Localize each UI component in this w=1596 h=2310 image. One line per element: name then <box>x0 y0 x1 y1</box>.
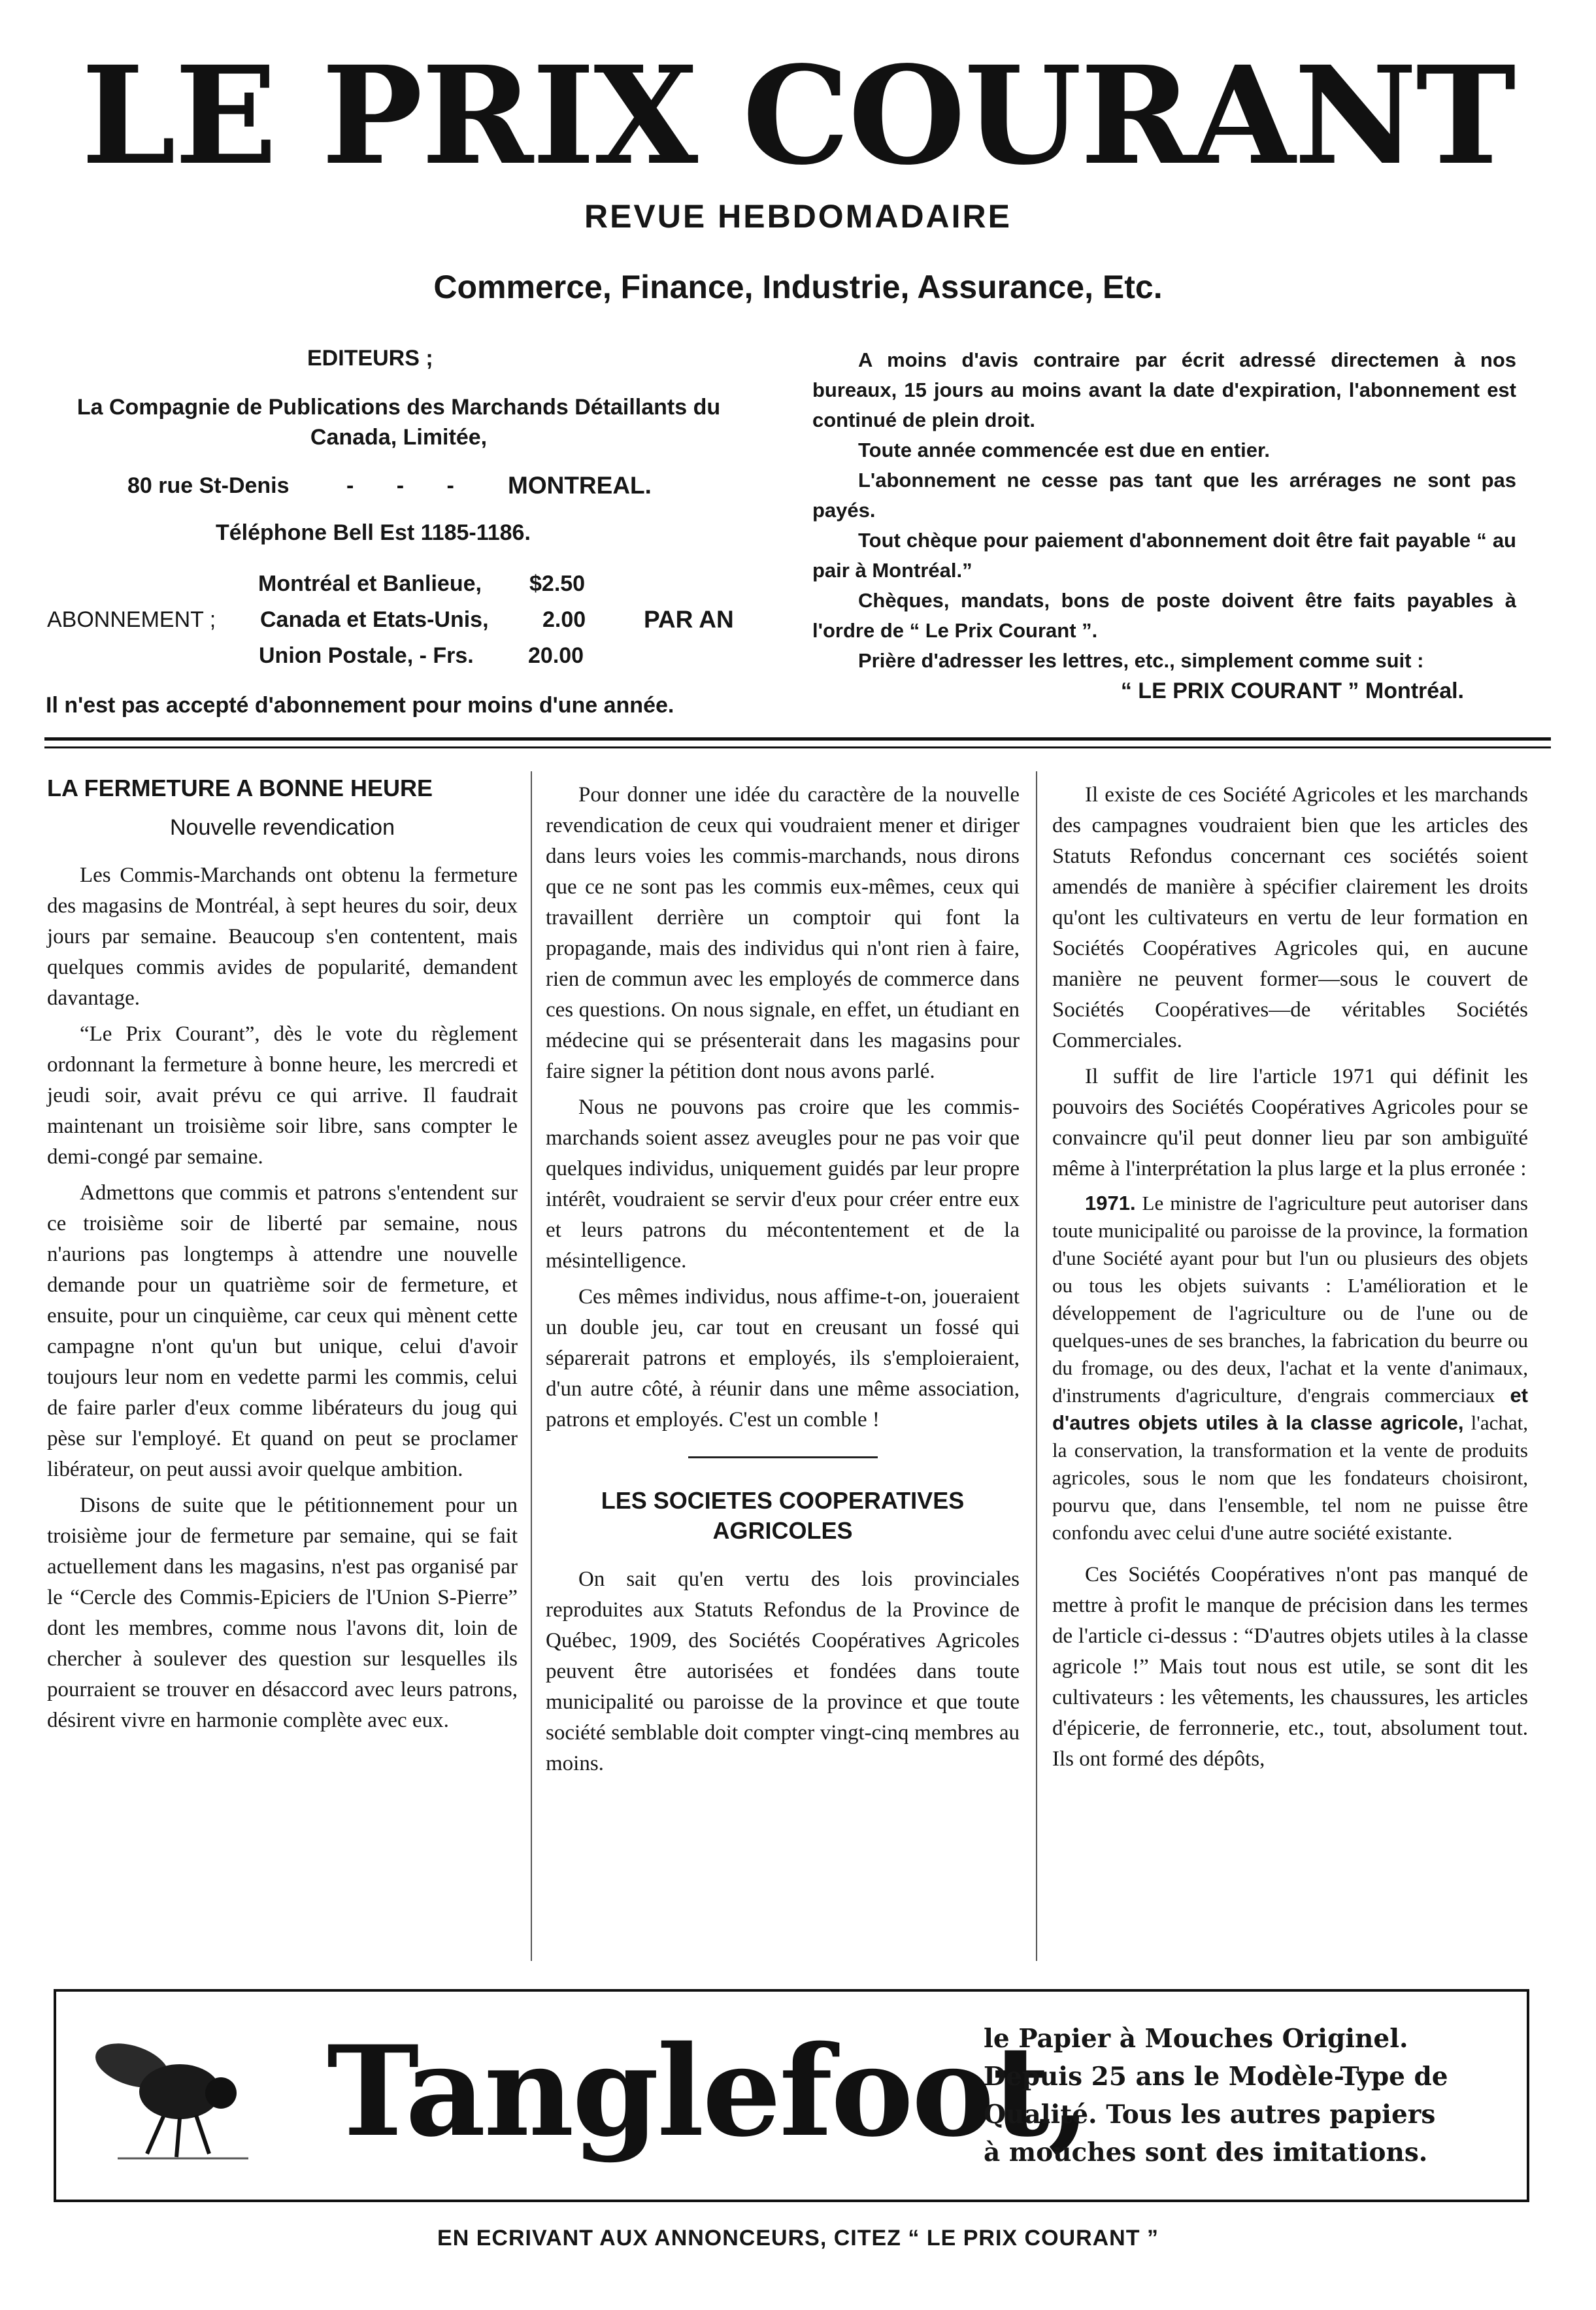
tanglefoot-logo: Tanglefoot, <box>327 2018 1089 2164</box>
article-paragraph: Ces Sociétés Coopératives n'ont pas manqué de mettre à profit le manque de précision dans les termes de l'article ci-dessus : “D'autres objets utiles à la classe agricole !” Mais tout nous est utile, se sont dit les cultivateurs : les vêtements, les chaussures, les articles d'épicerie, de ferronnerie, etc., tout, absolument tout. Ils ont formé des dépôts, <box>1052 1563 1528 1771</box>
article-subtitle: Nouvelle revendication <box>170 815 395 840</box>
article-paragraph: Il suffit de lire l'article 1971 qui définit les pouvoirs des Sociétés Coopératives Agricoles pour se convaincre qu'il peut donner lieu par son ambiguïté même à l'interprétation la plus large et la plus erronée : <box>1052 1065 1528 1180</box>
fly-icon <box>91 2020 255 2177</box>
subscription-label: ABONNEMENT ; <box>47 607 216 632</box>
subscription-per-year: PAR AN <box>644 606 734 633</box>
law-quotation <box>1052 1190 1528 1547</box>
publisher-company-line1: La Compagnie de Publications des Marchands Détaillants du <box>76 395 721 420</box>
article-paragraph: Les Commis-Marchands ont obtenu la fermeture des magasins de Montréal, à sept heures du soir, deux jours par semaine. Beaucoup s'en contentent, mais quelques commis avides de popularité, demandent davantage. <box>47 863 518 1010</box>
terms-signature: “ LE PRIX COURANT ” Montréal. <box>1120 678 1464 703</box>
column-divider <box>1036 771 1037 1961</box>
law-text: Le ministre de l'agriculture peut autoriser dans toute municipalité ou paroisse de la province, la formation d'une Société ayant pour but l'un ou plusieurs des objets ou tous les objets suivants : L'amélioration et le développement de l'agriculture ou de l'une ou de quelques-unes de ses branches, la fabrication du beurre ou du fromage, ou des deux, l'achat et la vente d'animaux, d'instruments d'agriculture, d'engrais commerciaux <box>1052 1192 1528 1407</box>
subscription-price: 20.00 <box>528 643 584 668</box>
terms-paragraph: Chèques, mandats, bons de poste doivent être faits payables à l'ordre de “ Le Prix Courant ”. <box>812 589 1516 642</box>
header-divider-thin <box>44 746 1551 748</box>
advertisement-line: à mouches sont des imitations. <box>984 2137 1428 2168</box>
publisher-company-line2: Canada, Limitée, <box>310 425 488 450</box>
section-divider <box>688 1456 878 1458</box>
article-paragraph: Admettons que commis et patrons s'entendent sur ce troisième soir de liberté par semaine, nous n'aurions pas longtemps à attendre une nouvelle demande pour un quatrième soir de fermeture, et ensuite, pour un cinquième, car ceux qui mènent cette campagne n'ont qu'un but unique, celui d'avoir toujours leur nom en vedette parmi les commis, celui de faire parler d'eux comme libérateurs du joug qui pèse sur l'employé. Et quand on peut se proclamer libérateur, on peut aussi avoir quelque ambition. <box>47 1181 518 1481</box>
publisher-city: MONTREAL. <box>508 472 652 499</box>
article-paragraph: Ces mêmes individus, nous affime-t-on, joueraient un double jeu, car tout en creusant un fossé qui séparerait patrons et employés, ils s'emploieraient, d'un autre côté, à réunir dans une même association, patrons et employés. C'est un comble ! <box>546 1285 1020 1431</box>
subscription-place: Union Postale, - Frs. <box>259 643 474 668</box>
subscription-note: Il n'est pas accepté d'abonnement pour moins d'une année. <box>46 693 674 718</box>
article-title: LA FERMETURE A BONNE HEURE <box>47 775 433 801</box>
footer-notice: EN ECRIVANT AUX ANNONCEURS, CITEZ “ LE PRIX COURANT ” <box>437 2226 1159 2251</box>
terms-paragraph: Toute année commencée est due en entier. <box>858 439 1270 461</box>
advertisement-line: Qualité. Tous les autres papiers <box>984 2100 1436 2130</box>
column-divider <box>531 771 532 1961</box>
article-column-2 <box>546 780 1020 1784</box>
subscription-price: $2.50 <box>529 571 586 596</box>
masthead-subtitle: REVUE HEBDOMADAIRE <box>584 198 1012 235</box>
subscription-terms <box>812 345 1516 706</box>
article-paragraph: Disons de suite que le pétitionnement pour un troisième jour de fermeture par semaine, qui se fait actuellement dans les magasins, n'est pas organisé par le “Cercle des Commis-Epiciers de l'Union S-Pierre” dont les membres, comme nous l'avons dit, loin de chercher à soulever des question sur lesquelles ils pourraient se trouver en désaccord avec leurs patrons, désirent vivre en harmonie complète avec eux. <box>47 1494 518 1732</box>
masthead-tagline: Commerce, Finance, Industrie, Assurance, Etc. <box>433 269 1163 305</box>
advertisement-line: le Papier à Mouches Originel. <box>984 2024 1408 2054</box>
terms-paragraph: Prière d'adresser les lettres, etc., simplement comme suit : <box>858 649 1424 672</box>
law-number: 1971. <box>1085 1192 1136 1214</box>
publisher-company <box>46 392 752 452</box>
publisher-address: 80 rue St-Denis <box>127 473 290 498</box>
article-paragraph: Il existe de ces Société Agricoles et les marchands des campagnes voudraient bien que les articles des Statuts Refondus concernant ces sociétés soient amendés de manière à spécifier clairement les droits qu'ont les cultivateurs en vertu de leur formation en Sociétés Coopératives Agricoles qui, en aucune manière ne peuvent former—sous le couvert de Sociétés Coopératives—de véritables Sociétés Commerciales. <box>1052 783 1528 1052</box>
subscription-place: Montréal et Banlieue, <box>258 571 482 596</box>
subscription-price: 2.00 <box>542 607 586 632</box>
advertisement-line: Depuis 25 ans le Modèle-Type de <box>984 2062 1448 2092</box>
terms-paragraph: L'abonnement ne cesse pas tant que les arrérages ne sont pas payés. <box>812 469 1516 522</box>
article-paragraph: On sait qu'en vertu des lois provinciales reproduites aux Statuts Refondus de la Province de Québec, 1909, des Sociétés Coopératives Agricoles peuvent être autorisées et fondées dans toute municipalité ou paroisse de la province et que toute société semblable doit compter vingt-cinq membres au moins. <box>546 1567 1020 1775</box>
article-column-1 <box>47 773 518 1741</box>
article-title: LES SOCIETES COOPERATIVES AGRICOLES <box>601 1487 965 1544</box>
advertisement-text <box>984 2020 1493 2171</box>
article-paragraph: “Le Prix Courant”, dès le vote du règlement ordonnant la fermeture à bonne heure, les mercredi et jeudi soir, avait prévu ce qui arrive. Il faudrait maintenant un troisième soir libre, sans compter le demi-congé par semaine. <box>47 1022 518 1169</box>
subscription-place: Canada et Etats-Unis, <box>260 607 489 632</box>
address-separator: - - - <box>346 473 473 498</box>
masthead-title: LE PRIX COURANT <box>81 37 1515 195</box>
article-paragraph: Pour donner une idée du caractère de la nouvelle revendication de ceux qui voudraient mener et diriger dans leurs voies les commis-marchands, nous dirons que ce ne sont pas les commis eux-mêmes, ceux qui travaillent derrière un comptoir qui font la propagande, mais des individus qui n'ont rien à faire, rien de commun avec les employés de commerce dans ces questions. On nous signale, en effet, un étudiant en médecine qui se présenterait dans les magasins pour faire signer la pétition dont nous avons parlé. <box>546 783 1020 1083</box>
publisher-phone: Téléphone Bell Est 1185-1186. <box>216 520 531 545</box>
article-paragraph: Nous ne pouvons pas croire que les commis-marchands soient assez aveugles pour ne pas voir que quelques individus, uniquement guidés par leur propre intérêt, voudraient se servir d'eux pour créer entre eux et leurs patrons du mécontentement et de la mésintelligence. <box>546 1096 1020 1273</box>
law-text-emphasis: et d'autres objets utiles à la classe agricole, <box>1052 1384 1529 1434</box>
publisher-heading: EDITEURS ; <box>307 346 433 371</box>
header-divider-thick <box>44 737 1551 741</box>
terms-paragraph: A moins d'avis contraire par écrit adressé directemen à nos bureaux, 15 jours au moins avant la date d'expiration, l'abonnement est continué de plein droit. <box>812 348 1516 431</box>
article-column-3 <box>1052 780 1528 1780</box>
law-text: l'achat, la conservation, la transformation et la vente de produits agricoles, sous le nom que les fondateurs choisiront, pourvu que, dans l'ensemble, tel nom ne puisse être confondu avec celui d'une autre société existante. <box>1052 1411 1529 1544</box>
terms-paragraph: Tout chèque pour paiement d'abonnement doit être fait payable “ au pair à Montréal.” <box>812 529 1516 582</box>
